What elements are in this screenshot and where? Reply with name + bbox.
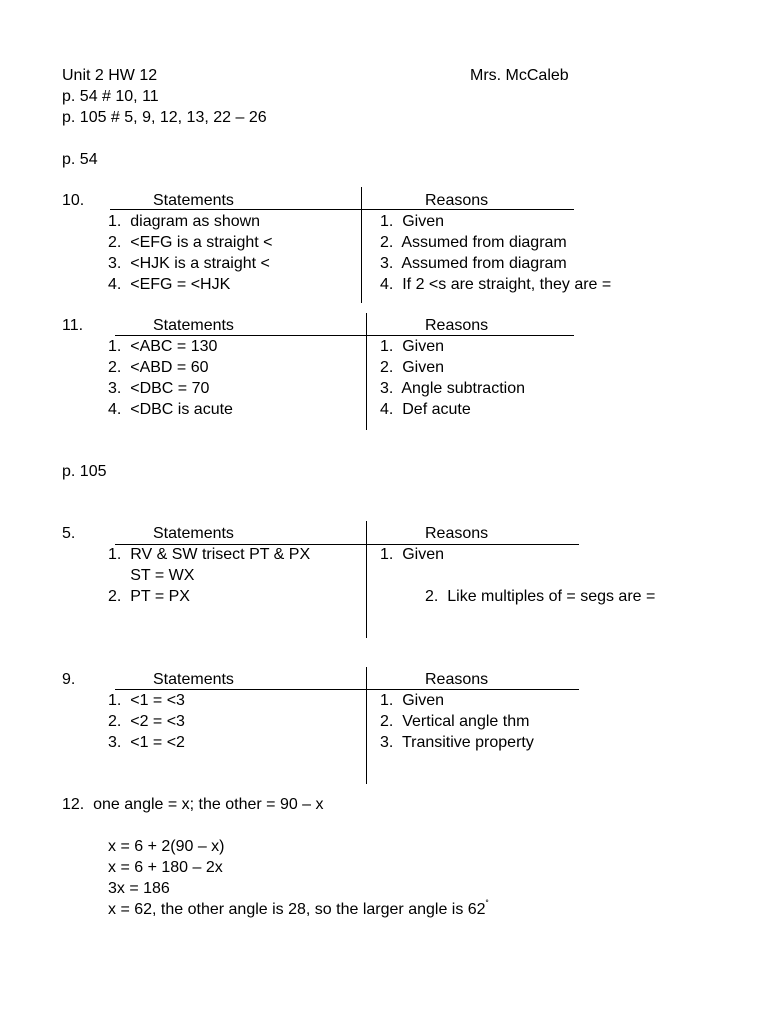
statements-header: Statements	[153, 525, 234, 542]
header-rule	[115, 335, 574, 336]
statement-3: 3. <HJK is a straight <	[108, 255, 270, 272]
work-step-3: 3x = 186	[108, 880, 170, 897]
reasons-header: Reasons	[425, 192, 489, 209]
header-rule	[115, 689, 579, 690]
reason-3: 3. Transitive property	[380, 734, 534, 751]
work-step-2: x = 6 + 180 – 2x	[108, 859, 223, 876]
reason-1: 1. Given	[380, 213, 445, 230]
proof-number: 10.	[62, 192, 85, 209]
reason-2: 2. Like multiples of = segs are =	[425, 588, 656, 605]
statement-3: 3. <1 = <2	[108, 734, 185, 751]
section-heading-p105: p. 105	[62, 463, 107, 480]
reason-3: 3. Angle subtraction	[380, 380, 525, 397]
column-divider	[366, 313, 367, 430]
assignment-line-p105: p. 105 # 5, 9, 12, 13, 22 – 26	[62, 109, 267, 126]
statement-2: 2. <ABD = 60	[108, 359, 209, 376]
reason-1: 1. Given	[380, 338, 445, 355]
statement-1: 1. <ABC = 130	[108, 338, 218, 355]
statement-2: 2. PT = PX	[108, 588, 190, 605]
reason-4: 4. Def acute	[380, 401, 471, 418]
statements-header: Statements	[153, 317, 234, 334]
reason-1: 1. Given	[380, 546, 445, 563]
statement-4: 4. <EFG = <HJK	[108, 276, 231, 293]
proof-number: 11.	[62, 317, 84, 334]
reason-2: 2. Vertical angle thm	[380, 713, 530, 730]
assignment-line-p54: p. 54 # 10, 11	[62, 88, 159, 105]
reason-3: 3. Assumed from diagram	[380, 255, 567, 272]
header-rule	[110, 209, 574, 210]
section-heading-p54: p. 54	[62, 151, 98, 168]
reason-2: 2. Assumed from diagram	[380, 234, 567, 251]
reasons-header: Reasons	[425, 525, 489, 542]
problem-12-intro: 12. one angle = x; the other = 90 – x	[62, 796, 324, 813]
column-divider	[361, 187, 362, 303]
statement-1: 1. diagram as shown	[108, 213, 261, 230]
teacher-name: Mrs. McCaleb	[470, 67, 569, 84]
degree-symbol: ˚	[485, 900, 489, 911]
work-step-1: x = 6 + 2(90 – x)	[108, 838, 225, 855]
proof-number: 9.	[62, 671, 76, 688]
reasons-header: Reasons	[425, 317, 489, 334]
statement-3: 3. <DBC = 70	[108, 380, 210, 397]
statements-header: Statements	[153, 671, 234, 688]
work-step-4	[108, 900, 489, 922]
reason-2: 2. Given	[380, 359, 445, 376]
statement-1-continued: ST = WX	[108, 567, 195, 584]
proof-number: 5.	[62, 525, 76, 542]
statement-2: 2. <2 = <3	[108, 713, 185, 730]
statement-1: 1. RV & SW trisect PT & PX	[108, 546, 311, 563]
reason-4: 4. If 2 <s are straight, they are =	[380, 276, 612, 293]
statement-4: 4. <DBC is acute	[108, 401, 233, 418]
column-divider	[366, 667, 367, 784]
work-step-4-text: x = 62, the other angle is 28, so the larger angle is 62	[108, 901, 486, 918]
reason-1: 1. Given	[380, 692, 445, 709]
statement-1: 1. <1 = <3	[108, 692, 185, 709]
statement-2: 2. <EFG is a straight <	[108, 234, 273, 251]
assignment-title: Unit 2 HW 12	[62, 67, 158, 84]
statements-header: Statements	[153, 192, 234, 209]
column-divider	[366, 521, 367, 638]
reasons-header: Reasons	[425, 671, 489, 688]
